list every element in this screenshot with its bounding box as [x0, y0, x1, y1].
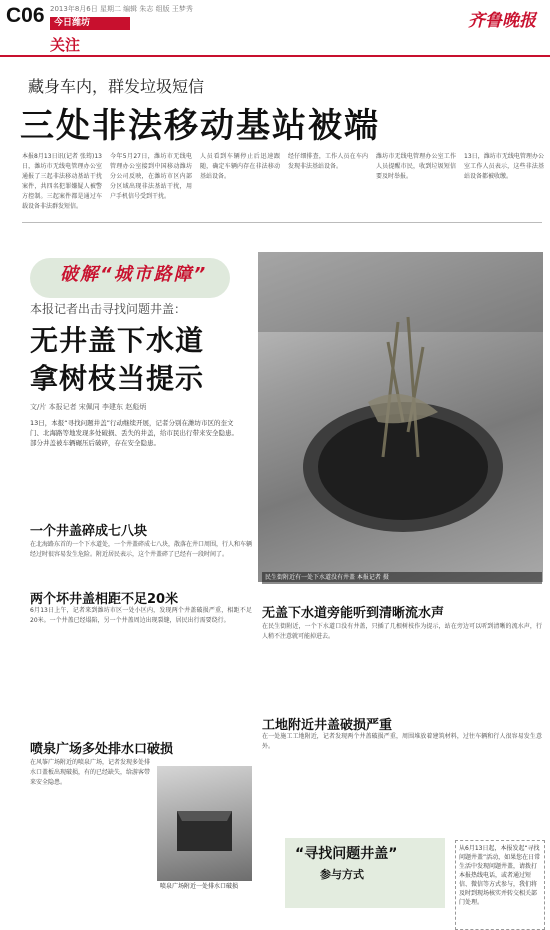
- series-banner-text: 破解“城市路障”: [60, 264, 208, 285]
- section-heading: 工地附近井盖破损严重: [262, 718, 393, 733]
- divider: [22, 222, 542, 223]
- story2-lead: 13日，本报“寻找问题井盖”行动继续开展，记者分别在潍坊市区的奎文门、北海路等地发现多处破损、丢失的井盖，给市民出行带来安全隐患。部分井盖被车辆碾压后破碎，存在安全隐患。: [30, 419, 238, 447]
- newspaper-logo: 齐鲁晚报: [468, 11, 536, 31]
- story1-col: 13日，潍坊市无线电管理办公室工作人员表示，这些非法基站设备都被收缴。: [464, 153, 544, 180]
- photo1-caption: 民生街附近有一处下水道没有井盖 本报记者 摄: [262, 572, 542, 584]
- callout-title: “寻找问题井盖”: [295, 846, 398, 862]
- section-heading: 一个井盖碎成七八块: [30, 524, 148, 539]
- section-body: 在北海路东首的一个下水道处，一个井盖碎成七八块，散落在井口周围，行人和车辆经过时很容易发生危险。附近居民表示，这个井盖碎了已经有一段时间了。: [30, 541, 252, 558]
- byline: 文/片 本报记者 宋佩同 李建东 赵彪炳: [30, 403, 147, 411]
- header-rule: [0, 55, 550, 57]
- photo2-caption: 喷泉广场附近一处排水口破损: [160, 883, 239, 890]
- section-title: 关注: [50, 36, 81, 54]
- section-body: 在民生街附近，一个下水道口没有井盖，只插了几根树枝作为提示，站在旁边可以听到清晰的流水声，行人稍不注意就可能掉进去。: [262, 623, 542, 640]
- section-body: 在一处施工工地附近，记者发现两个井盖破损严重，周围堆放着建筑材料，过往车辆和行人很容易发生意外。: [262, 733, 542, 750]
- story1-headline: 三处非法移动基站被端: [20, 106, 380, 146]
- drain-photo: [157, 766, 252, 881]
- story2-headline: [30, 322, 204, 398]
- section-body: 在风筝广场附近的喷泉广场，记者发现多处排水口盖板出现破损，有的已经缺失，给游客带来安全隐患。: [30, 759, 150, 786]
- callout-subtitle: 参与方式: [320, 868, 364, 881]
- story2-headline-line1: 无井盖下水道: [30, 324, 205, 357]
- story1-col: 今年5月27日，潍坊市无线电管理办公室接到中国移动潍坊分公司反映，在潍坊市区内部分区域出现非法基站干扰，用户手机信号受到干扰。: [110, 153, 192, 200]
- story1-subtitle: 藏身车内，群发垃圾短信: [28, 77, 205, 96]
- section-heading: 无盖下水道旁能听到清晰流水声: [262, 606, 445, 621]
- howto-box: 从6月13日起，本报发起“寻找问题井盖”活动，如果您在日常生活中发现问题井盖，请拨打本报热线电话，或者通过短信、微信等方式参与，我们将及时到现场核实并转交相关部门处理。: [455, 840, 545, 930]
- manhole-photo: [258, 252, 543, 582]
- date-line: 2013年8月6日 星期二 编辑 朱志 组版 王梦秀: [50, 5, 193, 13]
- section-tag: 今日潍坊: [50, 17, 130, 30]
- story2-headline-line2: 拿树枝当提示: [30, 362, 205, 395]
- story1-col: 本报8月13日讯(记者 张筠)13日，潍坊市无线电管理办公室通报了三起非法移动基站干扰案件，共四名犯罪嫌疑人被警方控制。三起案件都是通过车载设备非法群发短信。: [22, 153, 102, 210]
- report-line: 本报记者出击寻找问题井盖：: [30, 302, 187, 316]
- page-number: C06: [6, 4, 45, 27]
- section-heading: 喷泉广场多处排水口破损: [30, 742, 174, 757]
- story1-col: 人员看到车辆停止后迅速跟随，确定车辆内存在非法移动基站设备。: [200, 153, 280, 180]
- story1-col: 经仔细排查，工作人员在车内发现非法基站设备。: [288, 153, 368, 170]
- section-heading: 两个坏井盖相距不足20米: [30, 592, 179, 607]
- story1-col: 潍坊市无线电管理办公室工作人员提醒市民，收到垃圾短信要及时举报。: [376, 153, 456, 180]
- section-body: 6月13日上午，记者来到潍坊市区一处小区内，发现两个井盖破损严重，相距不足20米。一个井盖已经塌陷，另一个井盖周边出现裂缝，居民出行需要绕行。: [30, 607, 252, 624]
